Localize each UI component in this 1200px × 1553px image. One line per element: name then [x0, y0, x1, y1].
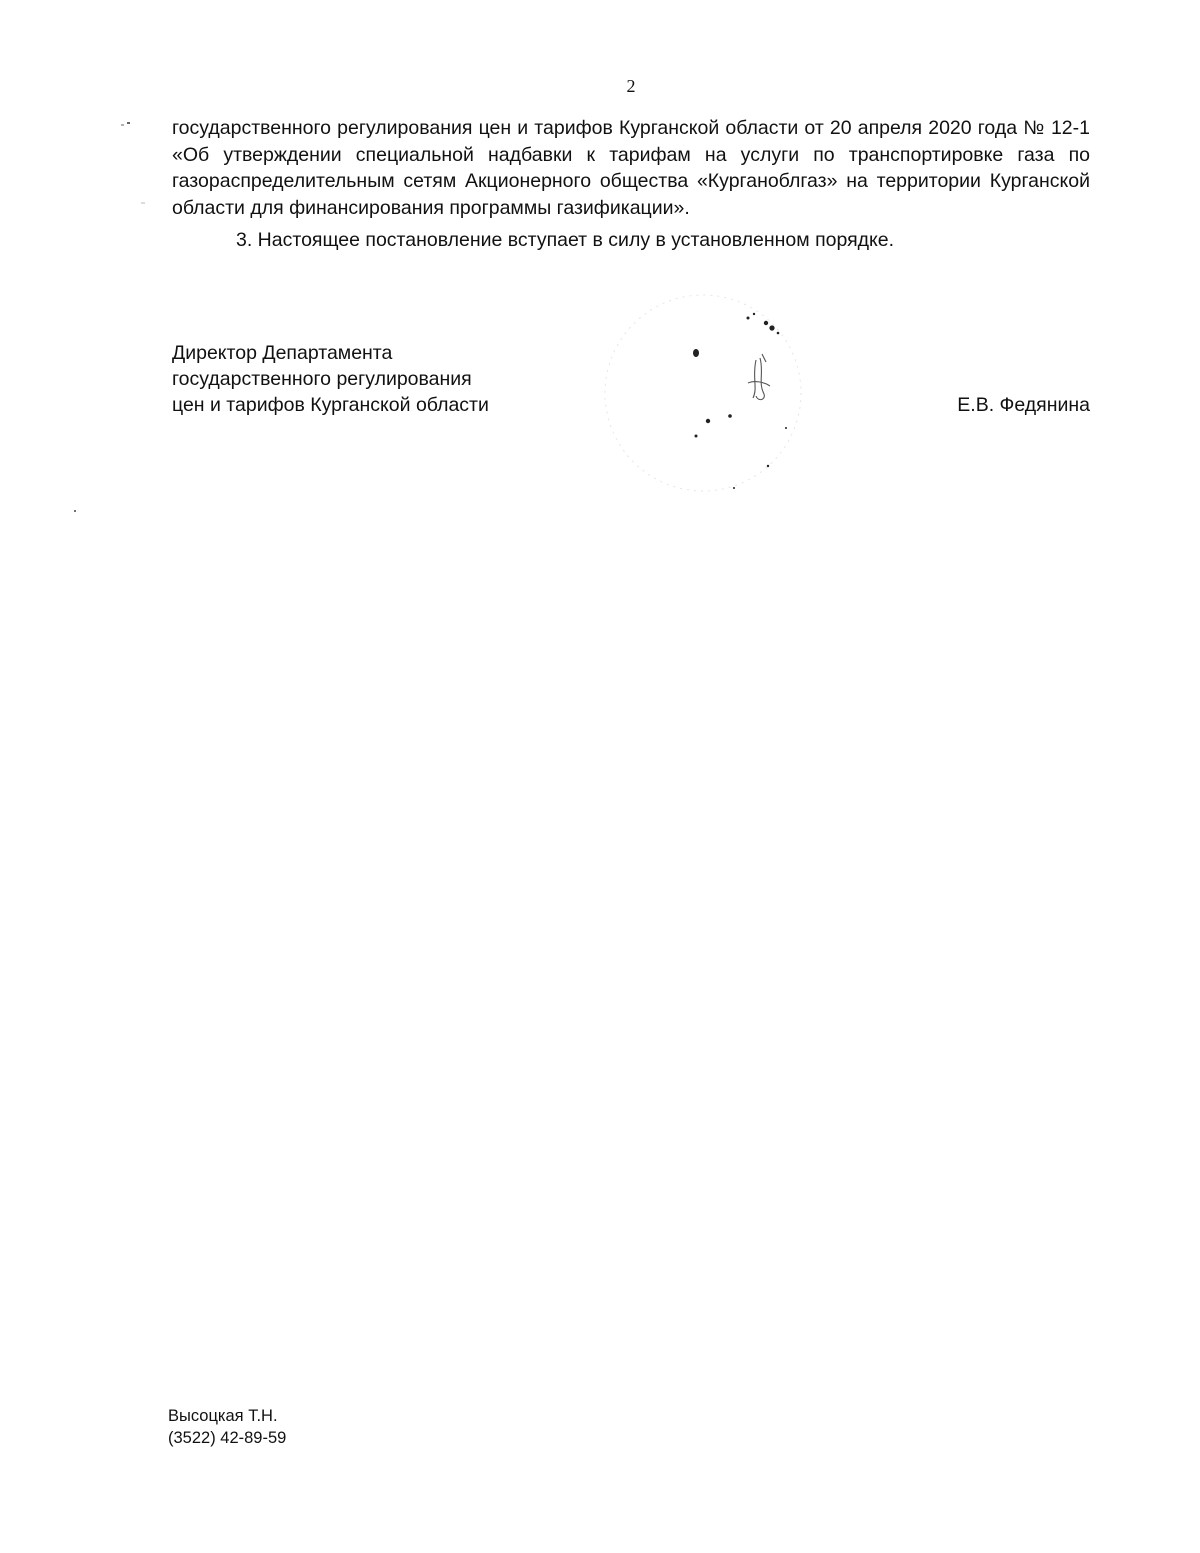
stamp-and-signature-mark — [588, 288, 818, 498]
position-line-2: государственного регулирования — [172, 368, 472, 390]
paragraph-3: 3. Настоящее постановление вступает в силу в установленном порядке. — [236, 229, 895, 251]
document-body — [172, 115, 1090, 254]
signer-name: Е.В. Федянина — [957, 394, 1090, 416]
executor-name: Высоцкая Т.Н. — [168, 1407, 278, 1425]
scan-artifact — [120, 120, 132, 128]
scan-artifact — [140, 200, 148, 206]
paragraph-continuation: государственного регулирования цен и тарифов Курганской области от 20 апреля 2020 года № 12-1 «Об утверждении специальной надбавки к тарифам на услуги по транспортировке газа по газораспределительным сетям Акционерного общества «Курганоблгаз» на территории Курганской области для финансирования программы газификации». — [172, 117, 1090, 219]
scan-artifact — [72, 508, 78, 514]
executor-phone: (3522) 42-89-59 — [168, 1429, 287, 1447]
page-number: 2 — [626, 76, 636, 96]
executor-contact — [168, 1405, 286, 1449]
signature-position — [172, 340, 489, 418]
position-line-1: Директор Департамента — [172, 342, 393, 364]
position-line-3: цен и тарифов Курганской области — [172, 394, 489, 416]
